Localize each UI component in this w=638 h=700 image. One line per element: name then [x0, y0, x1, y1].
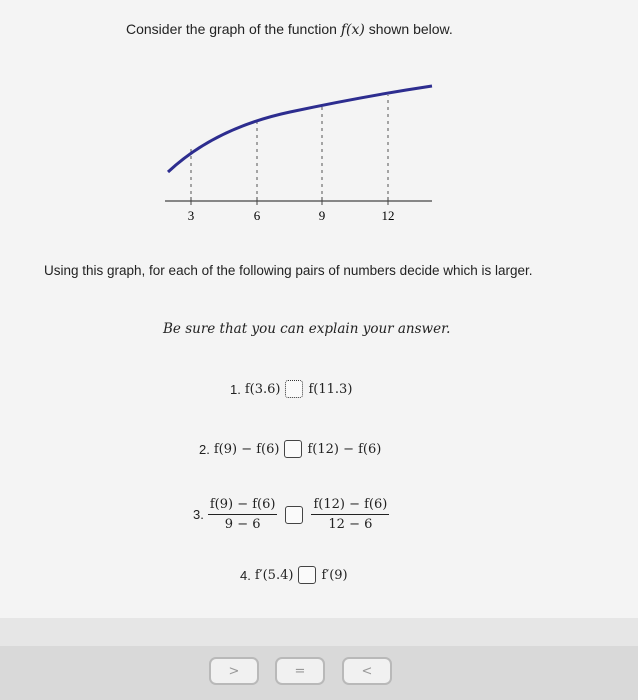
answer-box-2[interactable]	[284, 440, 302, 458]
question-left-expr: f(3.6)	[244, 381, 281, 397]
question-1	[230, 380, 352, 398]
question-4	[240, 566, 348, 584]
left-denominator: 9 − 6	[224, 517, 261, 532]
less-than-button[interactable]: <	[342, 657, 392, 685]
function-graph	[0, 0, 638, 240]
prompt-before: Consider the graph of the function	[126, 21, 341, 37]
prompt-function: f(x)	[340, 22, 365, 38]
left-numerator: f(9) − f(6)	[208, 497, 278, 515]
prompt-after: shown below.	[364, 21, 453, 37]
equals-button[interactable]: =	[275, 657, 325, 685]
right-numerator: f(12) − f(6)	[311, 497, 389, 515]
tick-label-9: 9	[318, 208, 326, 223]
question-number: 1.	[230, 381, 241, 397]
answer-box-4[interactable]	[298, 566, 316, 584]
explain-note: Be sure that you can explain your answer.	[163, 321, 451, 337]
question-right-expr: f′(9)	[321, 567, 348, 583]
question-right-expr: f(12) − f(6)	[307, 441, 382, 457]
question-number: 3.	[193, 507, 204, 522]
answer-box-3[interactable]	[285, 506, 303, 524]
question-number: 4.	[240, 567, 251, 583]
function-curve	[168, 86, 432, 172]
tick-label-3: 3	[187, 208, 195, 223]
right-fraction	[311, 497, 389, 532]
tick-label-6: 6	[253, 208, 261, 223]
greater-than-button[interactable]: >	[209, 657, 259, 685]
question-left-expr: f′(5.4)	[254, 567, 294, 583]
question-left-expr: f(9) − f(6)	[213, 441, 280, 457]
instruction-text: Using this graph, for each of the following pairs of numbers decide which is larger.	[44, 263, 533, 278]
question-2	[199, 440, 381, 458]
right-denominator: 12 − 6	[328, 517, 373, 532]
tick-label-12: 12	[381, 208, 395, 223]
question-right-expr: f(11.3)	[308, 381, 353, 397]
question-number: 2.	[199, 441, 210, 457]
answer-box-1[interactable]	[285, 380, 303, 398]
left-fraction	[208, 497, 278, 532]
question-3	[193, 497, 389, 532]
